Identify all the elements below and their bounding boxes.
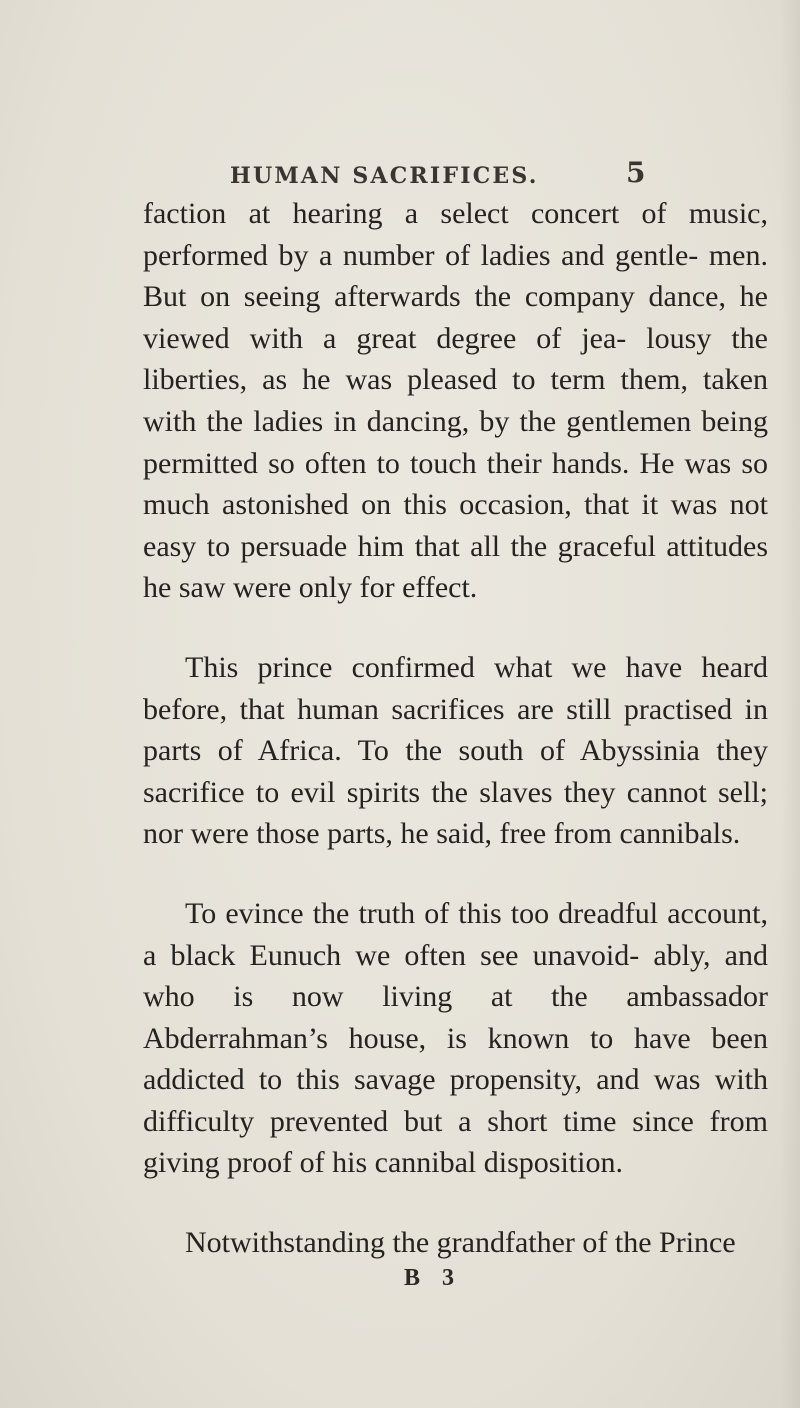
paragraph-3: To evince the truth of this too dreadful account, a black Eunuch we often see unavoid- ably, and who is now living at the ambassador Abderrahman’s house, is known to have been addicted to this savage propensity, and was with difficulty prevented but a short time since from giving proof of his cannibal disposition. bbox=[143, 896, 768, 1180]
paragraph-gap bbox=[143, 855, 768, 893]
signature-mark: B 3 bbox=[404, 1265, 463, 1291]
body-text bbox=[143, 193, 768, 1264]
paragraph-gap bbox=[143, 1184, 768, 1222]
paragraph-2: This prince confirmed what we have heard before, that human sacrifices are still practised in parts of Africa. To the south of Abyssinia they sacrifice to evil spirits the slaves they cannot sell; nor were those parts, he said, free from cannibals. bbox=[143, 650, 768, 851]
page-number: 5 bbox=[626, 156, 646, 189]
paragraph-4: Notwithstanding the grandfather of the Prince bbox=[185, 1226, 736, 1260]
running-head: HUMAN SACRIFICES. bbox=[230, 163, 539, 189]
page-edge-shadow bbox=[780, 0, 800, 1408]
paragraph-gap bbox=[143, 609, 768, 647]
paragraph-1: faction at hearing a select concert of music, performed by a number of ladies and gentle- men. But on seeing afterwards the company dance, he viewed with a great degree of jea- lousy the liberties, as he was pleased to term them, taken with the ladies in dancing, by the gentlemen being permitted so often to touch their hands. He was so much astonished on this occasion, that it was not easy to persuade him that all the graceful attitudes he saw were only for effect. bbox=[143, 197, 768, 605]
